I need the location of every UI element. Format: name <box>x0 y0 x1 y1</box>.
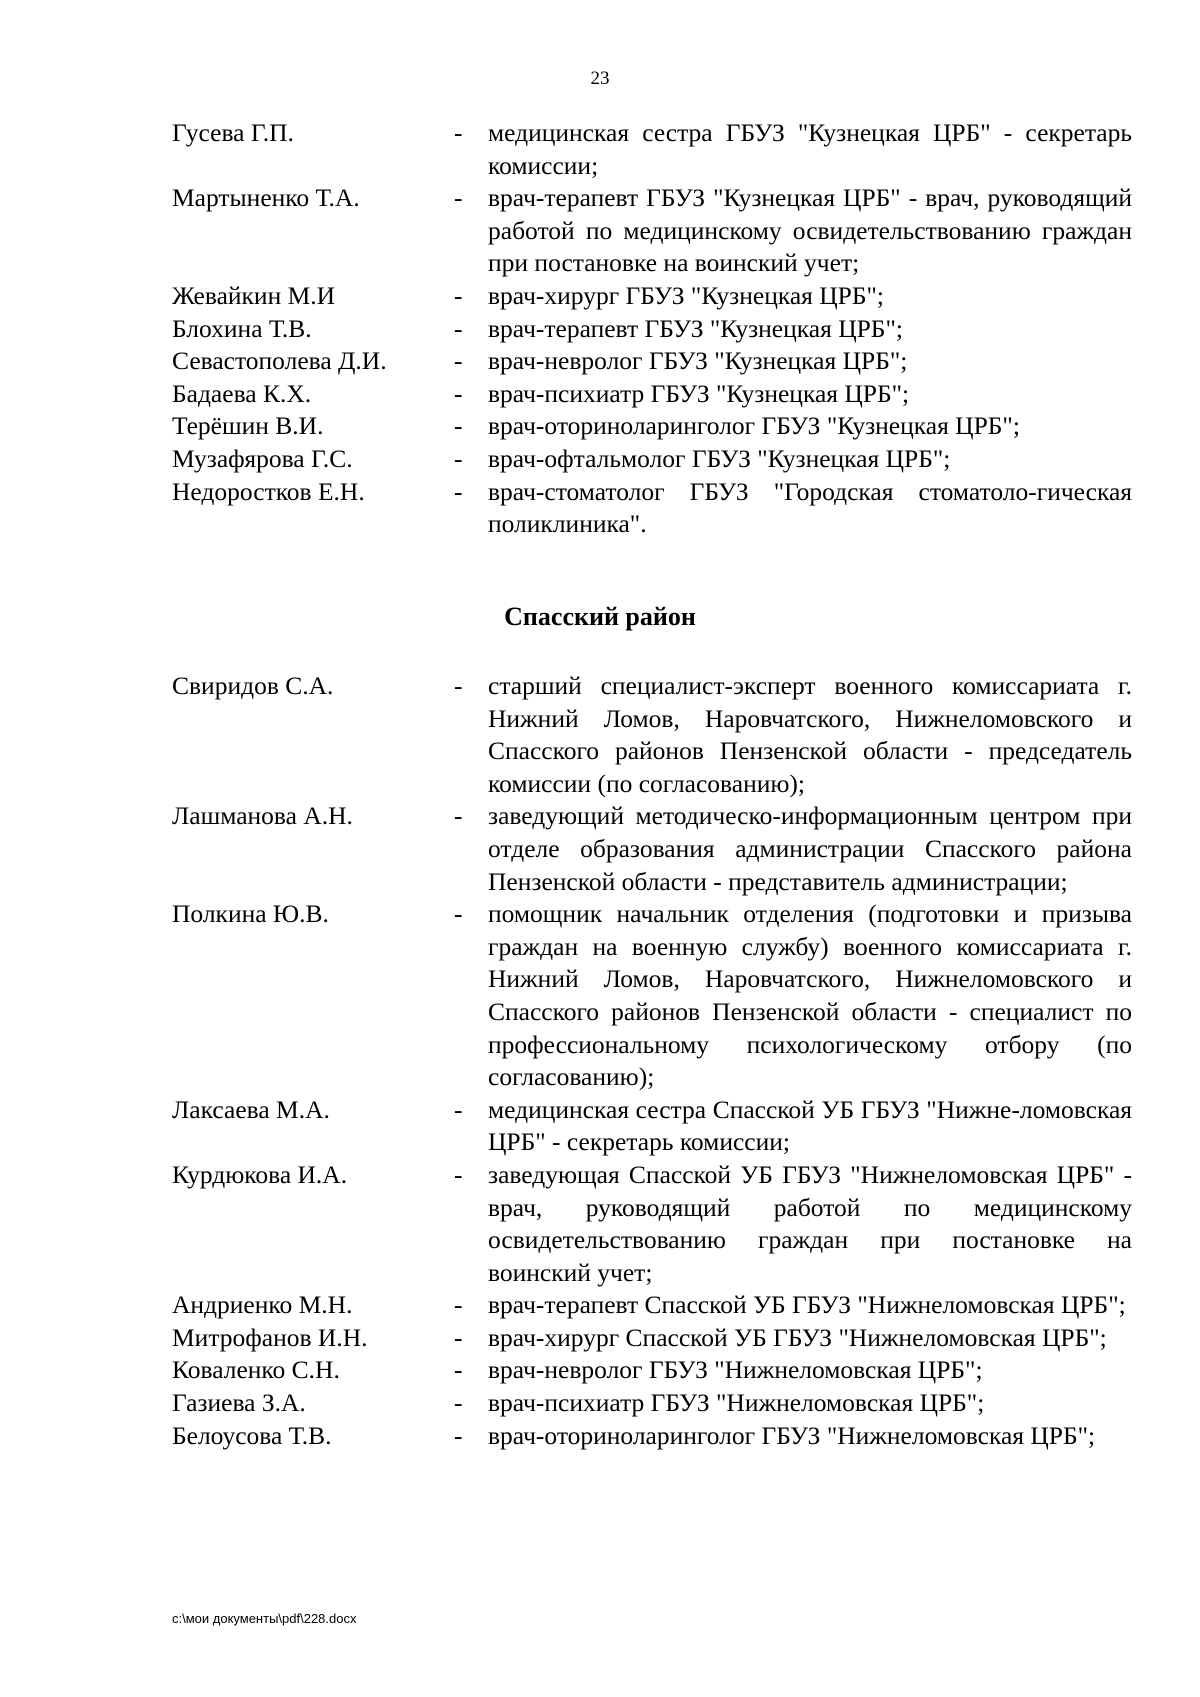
member-row <box>172 1420 1132 1453</box>
member-name: Белоусова Т.В. <box>172 1420 332 1450</box>
member-dash: - <box>454 378 463 408</box>
member-dash: - <box>454 1290 463 1320</box>
member-name: Свиридов С.А. <box>172 671 334 700</box>
member-row <box>172 1289 1132 1322</box>
member-row <box>172 378 1132 411</box>
member-row <box>172 410 1132 443</box>
commission-list-spassky <box>172 670 1132 1452</box>
section-title-spassky: Спасский район <box>504 602 696 631</box>
member-role: врач-терапевт ГБУЗ "Кузнецкая ЦРБ" - врач, руководящий работой по медицинскому освидетельствованию граждан при постановке на воинский учет; <box>488 183 1132 278</box>
member-dash: - <box>454 346 463 376</box>
page-number: 23 <box>590 68 610 89</box>
member-row <box>172 182 1132 280</box>
member-row <box>172 345 1132 378</box>
member-row <box>172 280 1132 313</box>
member-dash: - <box>454 1388 463 1418</box>
member-name: Терёшин В.И. <box>172 411 324 441</box>
member-row <box>172 313 1132 346</box>
member-row <box>172 1354 1132 1387</box>
member-name: Гусева Г.П. <box>172 118 294 147</box>
member-dash: - <box>454 476 463 506</box>
member-name: Газиева З.А. <box>172 1388 306 1418</box>
member-name: Курдюкова И.А. <box>172 1159 348 1189</box>
member-name: Андриенко М.Н. <box>172 1290 353 1320</box>
member-role: врач-оториноларинголог ГБУЗ "Кузнецкая ЦРБ"; <box>488 411 1020 441</box>
footer-file-path: c:\мои документы\pdf\228.docx <box>172 1611 357 1626</box>
member-name: Мартыненко Т.А. <box>172 183 360 213</box>
member-name: Бадаева К.Х. <box>172 378 312 408</box>
member-dash: - <box>454 1355 463 1385</box>
member-row <box>172 1094 1132 1159</box>
member-dash: - <box>454 1159 463 1189</box>
member-role: врач-терапевт ГБУЗ "Кузнецкая ЦРБ"; <box>488 313 903 343</box>
member-role: врач-хирург ГБУЗ "Кузнецкая ЦРБ"; <box>488 280 884 310</box>
member-row <box>172 898 1132 1094</box>
member-role: врач-офтальмолог ГБУЗ "Кузнецкая ЦРБ"; <box>488 443 951 473</box>
member-name: Блохина Т.В. <box>172 313 312 343</box>
member-name: Лашманова А.Н. <box>172 801 353 831</box>
member-dash: - <box>454 118 463 147</box>
member-dash: - <box>454 899 463 929</box>
member-dash: - <box>454 671 463 700</box>
member-role: врач-оториноларинголог ГБУЗ "Нижнеломовская ЦРБ"; <box>488 1420 1096 1450</box>
member-name: Жевайкин М.И <box>172 280 336 310</box>
commission-list-kuznetsk <box>172 117 1132 541</box>
member-role: заведующая Спасской УБ ГБУЗ "Нижнеломовская ЦРБ" - врач, руководящий работой по медицинскому освидетельствованию граждан при постановке на воинский учет; <box>488 1159 1132 1287</box>
member-dash: - <box>454 1094 463 1124</box>
member-role: врач-терапевт Спасской УБ ГБУЗ "Нижнеломовская ЦРБ"; <box>488 1290 1126 1320</box>
member-dash: - <box>454 280 463 310</box>
member-dash: - <box>454 183 463 213</box>
member-dash: - <box>454 313 463 343</box>
member-dash: - <box>454 443 463 473</box>
member-role: медицинская сестра ГБУЗ "Кузнецкая ЦРБ" - секретарь комиссии; <box>488 118 1132 180</box>
member-role: старший специалист-эксперт военного комиссариата г. Нижний Ломов, Наровчатского, Нижнеломовского и Спасского районов Пензенской области - председатель комиссии (по согласованию); <box>488 671 1132 798</box>
member-dash: - <box>454 801 463 831</box>
member-name: Митрофанов И.Н. <box>172 1322 368 1352</box>
member-name: Музафярова Г.С. <box>172 443 353 473</box>
member-role: врач-невролог ГБУЗ "Кузнецкая ЦРБ"; <box>488 346 908 376</box>
member-role: помощник начальник отделения (подготовки и призыва граждан на военную службу) военного комиссариата г. Нижний Ломов, Наровчатского, Нижнеломовского и Спасского районов Пензенской области - специалист по профессиональному психологическому отбору (по согласованию); <box>488 899 1132 1092</box>
member-role: врач-психиатр ГБУЗ "Нижнеломовская ЦРБ"; <box>488 1388 985 1418</box>
member-dash: - <box>454 411 463 441</box>
member-row <box>172 1159 1132 1289</box>
member-name: Севастополева Д.И. <box>172 346 387 376</box>
member-row <box>172 117 1132 182</box>
member-name: Лаксаева М.А. <box>172 1094 330 1124</box>
member-row <box>172 670 1132 800</box>
member-role: медицинская сестра Спасской УБ ГБУЗ "Нижне-ломовская ЦРБ" - секретарь комиссии; <box>488 1094 1132 1157</box>
member-name: Коваленко С.Н. <box>172 1355 340 1385</box>
member-dash: - <box>454 1420 463 1450</box>
member-row <box>172 476 1132 541</box>
member-row <box>172 800 1132 898</box>
member-dash: - <box>454 1322 463 1352</box>
member-role: врач-невролог ГБУЗ "Нижнеломовская ЦРБ"; <box>488 1355 983 1385</box>
member-role: врач-стоматолог ГБУЗ "Городская стоматоло-гическая поликлиника". <box>488 476 1132 539</box>
member-row <box>172 443 1132 476</box>
member-row <box>172 1322 1132 1355</box>
member-name: Недоростков Е.Н. <box>172 476 365 506</box>
member-role: врач-хирург Спасской УБ ГБУЗ "Нижнеломовская ЦРБ"; <box>488 1322 1107 1352</box>
member-row <box>172 1387 1132 1420</box>
member-role: заведующий методическо-информационным центром при отделе образования администрации Спасского района Пензенской области - представитель администрации; <box>488 801 1132 896</box>
member-role: врач-психиатр ГБУЗ "Кузнецкая ЦРБ"; <box>488 378 910 408</box>
member-name: Полкина Ю.В. <box>172 899 329 929</box>
